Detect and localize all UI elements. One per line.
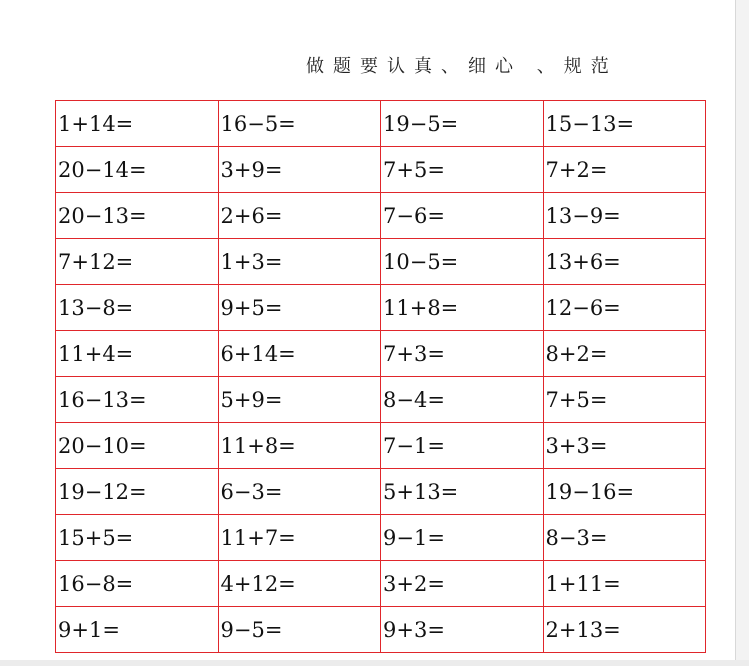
problem-cell: 11+7= <box>218 515 381 561</box>
arithmetic-table <box>55 100 706 653</box>
table-row <box>56 515 706 561</box>
problem-cell: 7+5= <box>543 377 706 423</box>
table-row <box>56 377 706 423</box>
problem-cell: 7+3= <box>381 331 544 377</box>
problem-cell: 7−1= <box>381 423 544 469</box>
problem-cell: 8+2= <box>543 331 706 377</box>
problem-cell: 3+3= <box>543 423 706 469</box>
problem-cell: 1+11= <box>543 561 706 607</box>
problem-cell: 2+13= <box>543 607 706 653</box>
problem-cell: 15−13= <box>543 101 706 147</box>
problem-cell: 10−5= <box>381 239 544 285</box>
problem-cell: 20−14= <box>56 147 219 193</box>
viewer-bottom-bar <box>0 660 749 666</box>
problem-cell: 7+2= <box>543 147 706 193</box>
problem-cell: 8−3= <box>543 515 706 561</box>
problem-cell: 6−3= <box>218 469 381 515</box>
table-row <box>56 607 706 653</box>
table-row <box>56 193 706 239</box>
problem-cell: 11+4= <box>56 331 219 377</box>
table-row <box>56 331 706 377</box>
problem-cell: 3+9= <box>218 147 381 193</box>
problem-cell: 16−8= <box>56 561 219 607</box>
problem-cell: 5+9= <box>218 377 381 423</box>
problem-cell: 15+5= <box>56 515 219 561</box>
problem-cell: 9+1= <box>56 607 219 653</box>
problem-cell: 13−8= <box>56 285 219 331</box>
problem-cell: 2+6= <box>218 193 381 239</box>
problem-cell: 7−6= <box>381 193 544 239</box>
table-row <box>56 423 706 469</box>
problem-cell: 5+13= <box>381 469 544 515</box>
table-row <box>56 147 706 193</box>
problem-cell: 6+14= <box>218 331 381 377</box>
problem-cell: 1+3= <box>218 239 381 285</box>
problem-cell: 11+8= <box>381 285 544 331</box>
table-row <box>56 239 706 285</box>
problem-cell: 13−9= <box>543 193 706 239</box>
table-row <box>56 285 706 331</box>
problem-cell: 7+5= <box>381 147 544 193</box>
problem-cell: 19−5= <box>381 101 544 147</box>
table-row <box>56 561 706 607</box>
problem-cell: 11+8= <box>218 423 381 469</box>
problem-cell: 19−12= <box>56 469 219 515</box>
problem-cell: 8−4= <box>381 377 544 423</box>
problem-cell: 9−5= <box>218 607 381 653</box>
problem-cell: 13+6= <box>543 239 706 285</box>
problem-cell: 9+5= <box>218 285 381 331</box>
problem-cell: 4+12= <box>218 561 381 607</box>
problem-cell: 20−13= <box>56 193 219 239</box>
problem-cell: 3+2= <box>381 561 544 607</box>
table-row <box>56 101 706 147</box>
problem-cell: 1+14= <box>56 101 219 147</box>
worksheet-heading: 做题要认真、细心 、规范 <box>306 56 618 77</box>
problem-cell: 7+12= <box>56 239 219 285</box>
viewer-gutter <box>736 0 749 666</box>
table-row <box>56 469 706 515</box>
problem-cell: 9−1= <box>381 515 544 561</box>
problem-cell: 16−5= <box>218 101 381 147</box>
problem-cell: 16−13= <box>56 377 219 423</box>
problem-cell: 20−10= <box>56 423 219 469</box>
problem-cell: 19−16= <box>543 469 706 515</box>
problem-cell: 12−6= <box>543 285 706 331</box>
problem-cell: 9+3= <box>381 607 544 653</box>
